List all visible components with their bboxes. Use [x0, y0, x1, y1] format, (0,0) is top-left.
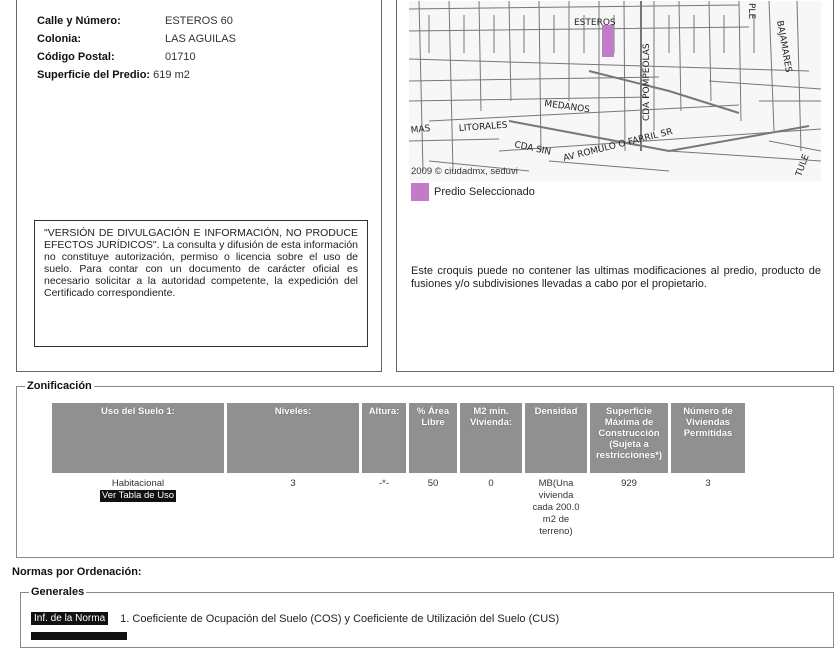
header-superficie: Superficie Máxima de Construcción (Sujeta a restricciones*) [590, 403, 668, 473]
disclaimer-box [34, 220, 368, 347]
property-info-panel [16, 0, 382, 372]
normas-title: Normas por Ordenación: [12, 566, 142, 578]
header-niveles: Niveles: [227, 403, 359, 473]
street-label: Calle y Número: [37, 15, 121, 27]
header-area-libre: % Área Libre [409, 403, 457, 473]
map-legend [411, 183, 535, 201]
cell-niveles: 3 [290, 478, 296, 489]
street-label-mas: MAS [410, 123, 431, 136]
generales-section [20, 586, 834, 648]
norma-item-1-text: 1. Coeficiente de Ocupación del Suelo (COS) y Coeficiente de Utilización del Suelo (CUS) [120, 612, 560, 625]
colonia-label: Colonia: [37, 33, 81, 45]
cell-viviendas: 3 [705, 478, 711, 489]
area-label: Superficie del Predio: [37, 69, 151, 81]
map-svg [409, 1, 821, 181]
street-label-esteros: ESTEROS [574, 18, 616, 28]
street-label-tule: TULE [794, 153, 812, 179]
norma-info-link[interactable]: Inf. de la Norma [31, 612, 108, 625]
area-value: 619 m2 [153, 69, 190, 81]
cell-area-libre: 50 [427, 478, 439, 489]
header-altura: Altura: [362, 403, 406, 473]
cell-uso [52, 476, 224, 540]
table-header-row [52, 403, 745, 473]
postal-value: 01710 [165, 51, 196, 63]
cell-densidad: MB(Una vivienda cada 200.0 m2 de terreno) [532, 478, 580, 537]
cell-m2-min: 0 [488, 478, 494, 489]
legend-swatch [411, 183, 429, 201]
cell-altura: -*- [378, 478, 390, 489]
disclaimer-text: "VERSIÓN DE DIVULGACIÓN E INFORMACIÓN, NO PRODUCE EFECTOS JURÍDICOS". La consulta y difusión de esta información no constituye autorización, permiso o licencia sobre el uso de suelo. Para contar con un documento de carácter oficial es necesario solicitar a la autoridad competente, la expedición del Certificado correspondiente. [44, 227, 358, 299]
street-label-cda-pompeolas: CDA POMPEOLAS [642, 43, 652, 121]
table-row [52, 476, 745, 540]
postal-label: Código Postal: [37, 51, 115, 63]
street-value: ESTEROS 60 [165, 15, 233, 27]
norma-info-link-2[interactable] [31, 632, 127, 640]
generales-legend: Generales [31, 586, 85, 598]
colonia-value: LAS AGUILAS [165, 33, 236, 45]
street-label-av-romulo: AV ROMULO O FARRIL SR [562, 127, 674, 164]
header-densidad: Densidad [525, 403, 587, 473]
zonificacion-section [16, 380, 834, 558]
property-details [37, 12, 236, 84]
cell-superficie: 929 [621, 478, 637, 489]
ver-tabla-uso-link[interactable]: Ver Tabla de Uso [101, 490, 175, 501]
legend-label: Predio Seleccionado [434, 186, 535, 198]
uso-value: Habitacional [111, 478, 165, 489]
header-m2-min: M2 min. Vivienda: [460, 403, 522, 473]
map-credit: 2009 © ciudadmx, seduvi [411, 166, 518, 177]
street-label-ple: PLE [746, 3, 756, 20]
norma-item-1 [31, 612, 559, 625]
zonificacion-legend: Zonificación [27, 380, 92, 392]
map-panel [396, 0, 834, 372]
location-map[interactable] [409, 1, 821, 181]
street-label-bajamares: BAJAMARES [774, 19, 794, 74]
header-viviendas: Número de Viviendas Permitidas [671, 403, 745, 473]
street-label-litorales: LITORALES [458, 120, 508, 134]
map-note: Este croquis puede no contener las ultimas modificaciones al predio, producto de fusiones y/o subdivisiones llevadas a cabo por el propietario. [411, 265, 821, 290]
selected-parcel[interactable] [602, 25, 614, 57]
header-uso-suelo: Uso del Suelo 1: [52, 403, 224, 473]
street-label-cda-sin: CDA SIN [513, 140, 552, 158]
zonificacion-table [49, 400, 748, 543]
street-label-medanos: MEDANOS [543, 99, 591, 116]
